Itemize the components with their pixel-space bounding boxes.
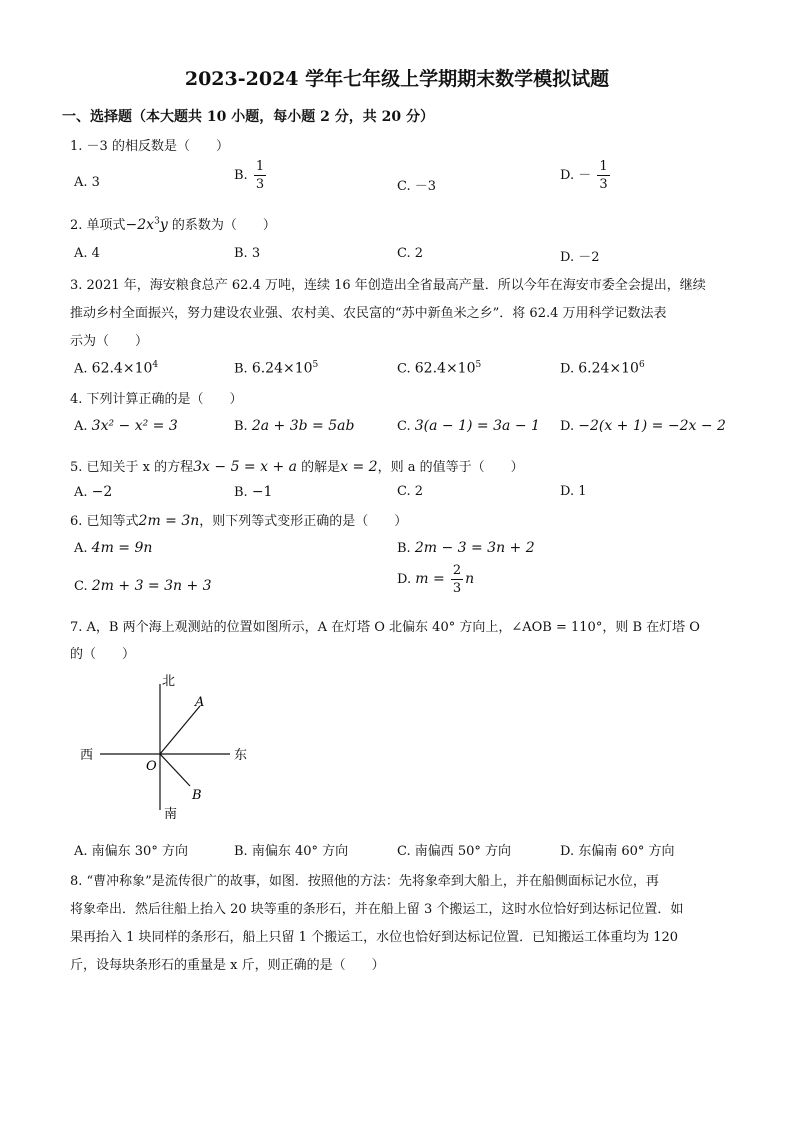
page-title: 2023-2024 学年七年级上学期期末数学模拟试题 bbox=[184, 68, 610, 90]
question-3-line-1: 3. 2021 年，海安粮食总产 62.4 万吨，连续 16 年创造出全省最高产量．所以今年在海安市委全会提出，继续 bbox=[70, 278, 706, 293]
question-7-option-a: A. 南偏东 30° 方向 bbox=[74, 844, 188, 859]
question-4-stem: 4. 下列计算正确的是（ ） bbox=[70, 392, 243, 407]
ray-ob bbox=[160, 754, 190, 786]
ray-oa bbox=[160, 706, 200, 754]
question-3-option-b: B. $6.24\times 10^5$ bbox=[234, 360, 319, 377]
point-a-label: A bbox=[195, 695, 205, 710]
question-8-line-1: 8. “曹冲称象”是流传很广的故事，如图．按照他的方法：先将象牵到大船上，并在船侧面标记水位，再 bbox=[70, 874, 659, 889]
question-6-stem: 6. 已知等式2m = 3n，则下列等式变形正确的是（ ） bbox=[70, 513, 408, 529]
question-7-line-1: 7. A，B 两个海上观测站的位置如图所示，A 在灯塔 O 北偏东 40° 方向上，∠AOB = 110°，则 B 在灯塔 O bbox=[70, 620, 700, 635]
east-label: 东 bbox=[234, 748, 248, 763]
north-label: 北 bbox=[162, 674, 176, 689]
question-1-option-c: C. －3 bbox=[397, 179, 437, 194]
question-7-option-b: B. 南偏东 40° 方向 bbox=[234, 844, 349, 859]
question-3-line-2: 推动乡村全面振兴，努力建设农业强、农村美、农民富的“苏中新鱼米之乡”．将 62.4 万用科学记数法表 bbox=[70, 306, 667, 321]
question-1-option-a: A. 3 bbox=[74, 175, 100, 190]
question-5-option-a: A. −2 bbox=[74, 484, 113, 500]
question-2-option-a: A. 4 bbox=[74, 246, 100, 261]
question-3-option-a: A. $62.4\times 10^4$ bbox=[74, 360, 159, 377]
question-2-option-c: C. 2 bbox=[397, 246, 424, 261]
question-8-line-4: 斤，设每块条形石的重量是 x 斤，则正确的是（ ） bbox=[70, 958, 385, 973]
question-2-stem: 2. 单项式$-2x^3y$ 的系数为（ ） bbox=[70, 216, 276, 233]
question-3-option-d: D. $6.24\times 10^6$ bbox=[560, 360, 645, 377]
question-1-stem: 1. －3 的相反数是（ ） bbox=[70, 139, 229, 154]
point-o-label: O bbox=[146, 759, 157, 774]
question-6-option-d: D. m = $\frac{2}{3}$ n bbox=[397, 563, 475, 596]
question-8-line-2: 将象牵出．然后往船上抬入 20 块等重的条形石，并在船上留 3 个搬运工，这时水位恰好到达标记位置．如 bbox=[70, 902, 684, 917]
question-1-option-d: D. － $\frac{1}{3}$ bbox=[560, 159, 608, 192]
question-5-option-b: B. −1 bbox=[234, 484, 273, 500]
section-heading: 一、选择题（本大题共 10 小题，每小题 2 分，共 20 分） bbox=[62, 109, 434, 125]
question-3-line-3: 示为（ ） bbox=[70, 334, 149, 349]
question-5-option-c: C. 2 bbox=[397, 484, 424, 499]
question-7-option-d: D. 东偏南 60° 方向 bbox=[560, 844, 675, 859]
question-7-option-c: C. 南偏西 50° 方向 bbox=[397, 844, 512, 859]
question-6-option-c: C. 2m + 3 = 3n + 3 bbox=[74, 578, 212, 594]
question-6-option-b: B. 2m − 3 = 3n + 2 bbox=[397, 540, 535, 556]
question-1-option-b: B. $\frac{1}{3}$ bbox=[234, 159, 265, 192]
question-5-stem: 5. 已知关于 x 的方程3x − 5 = x + a 的解是x = 2，则 a 的值等于（ ） bbox=[70, 459, 524, 475]
west-label: 西 bbox=[80, 748, 94, 763]
point-b-label: B bbox=[192, 788, 202, 803]
question-6-option-a: A. 4m = 9n bbox=[74, 540, 153, 556]
question-2-option-b: B. 3 bbox=[234, 246, 261, 261]
question-4-option-d: D. −2(x + 1) = −2x − 2 bbox=[560, 418, 726, 434]
question-4-option-a: A. 3x² − x² = 3 bbox=[74, 418, 178, 434]
question-8-line-3: 果再抬入 1 块同样的条形石，船上只留 1 个搬运工，水位也恰好到达标记位置．已知搬运工体重均为 120 bbox=[70, 930, 679, 945]
question-7-line-2: 的（ ） bbox=[70, 647, 136, 662]
question-4-option-c: C. 3(a − 1) = 3a − 1 bbox=[397, 418, 540, 434]
compass-diagram bbox=[72, 670, 272, 830]
question-2-option-d: D. －2 bbox=[560, 250, 600, 265]
question-3-option-c: C. $62.4\times 10^5$ bbox=[397, 360, 482, 377]
question-5-option-d: D. 1 bbox=[560, 484, 587, 499]
question-4-option-b: B. 2a + 3b = 5ab bbox=[234, 418, 355, 434]
south-label: 南 bbox=[164, 807, 178, 822]
